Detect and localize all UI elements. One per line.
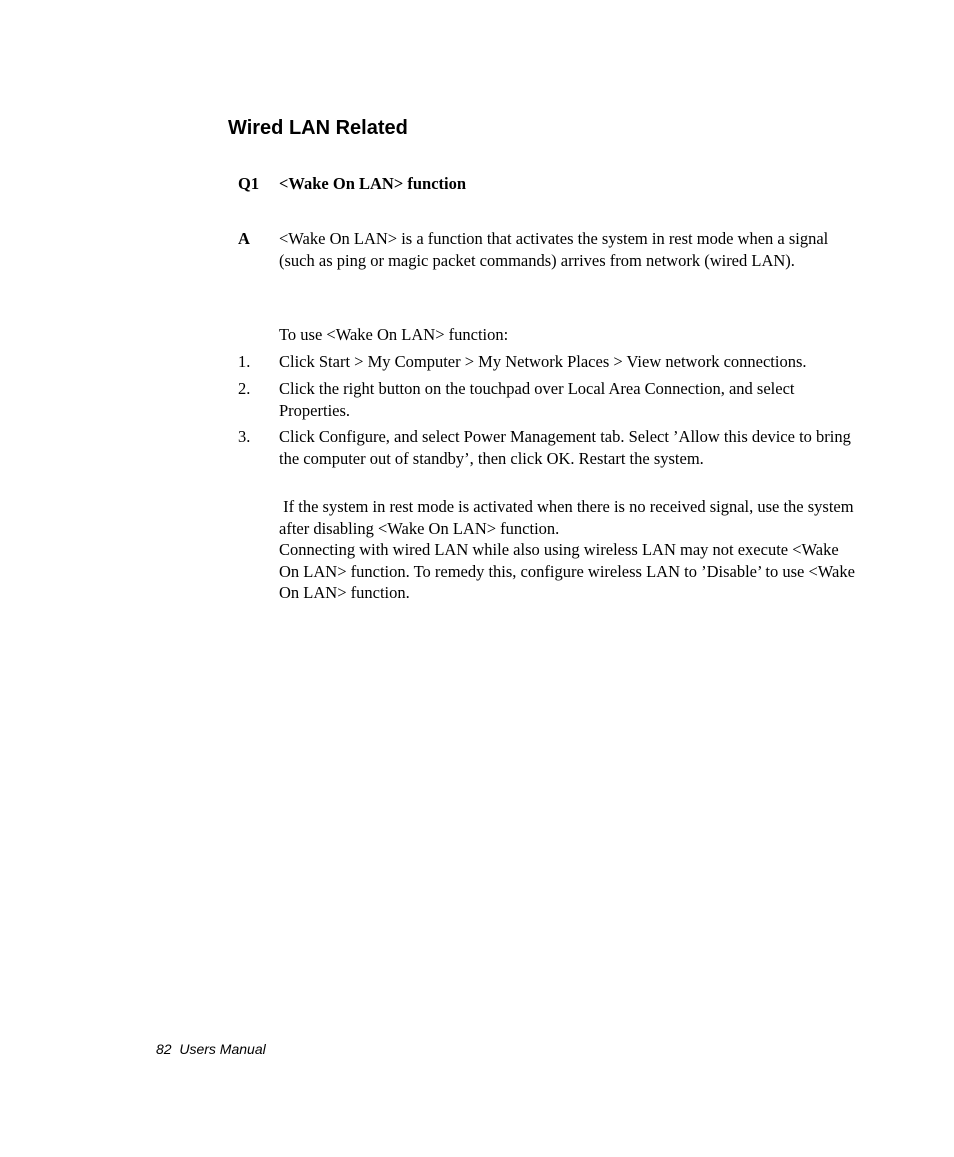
page-footer: 82 Users Manual <box>156 1041 266 1057</box>
step-item <box>238 351 858 373</box>
step-number: 2. <box>238 379 251 398</box>
answer-text: <Wake On LAN> is a function that activates the system in rest mode when a signal (such as ping or magic packet commands) arrives from network (wired LAN). <box>279 229 829 270</box>
step-text: Click Start > My Computer > My Network Places > View network connections. <box>279 352 807 371</box>
instructions-intro: To use <Wake On LAN> function: <box>279 325 509 344</box>
notes-block <box>279 496 859 604</box>
note-wake-signal: If the system in rest mode is activated when there is no received signal, use the system after disabling <Wake On LAN> function. <box>279 497 858 538</box>
step-text: Click Configure, and select Power Management tab. Select ’Allow this device to bring the computer out of standby’, then click OK. Restart the system. <box>279 427 851 468</box>
section-title: Wired LAN Related <box>228 117 408 139</box>
step-number: 3. <box>238 427 251 446</box>
answer-label: A <box>238 229 250 248</box>
step-item <box>238 426 858 469</box>
question-text: <Wake On LAN> function <box>279 174 467 193</box>
step-text: Click the right button on the touchpad over Local Area Connection, and select Properties. <box>279 379 795 420</box>
question-row <box>238 173 858 195</box>
step-number: 1. <box>238 352 251 371</box>
note-wireless: Connecting with wired LAN while also using wireless LAN may not execute <Wake On LAN> function. To remedy this, configure wireless LAN to ’Disable’ to use <Wake On LAN> function. <box>279 540 855 602</box>
answer-row <box>238 228 858 271</box>
question-label: Q1 <box>238 174 260 193</box>
step-item <box>238 378 858 421</box>
